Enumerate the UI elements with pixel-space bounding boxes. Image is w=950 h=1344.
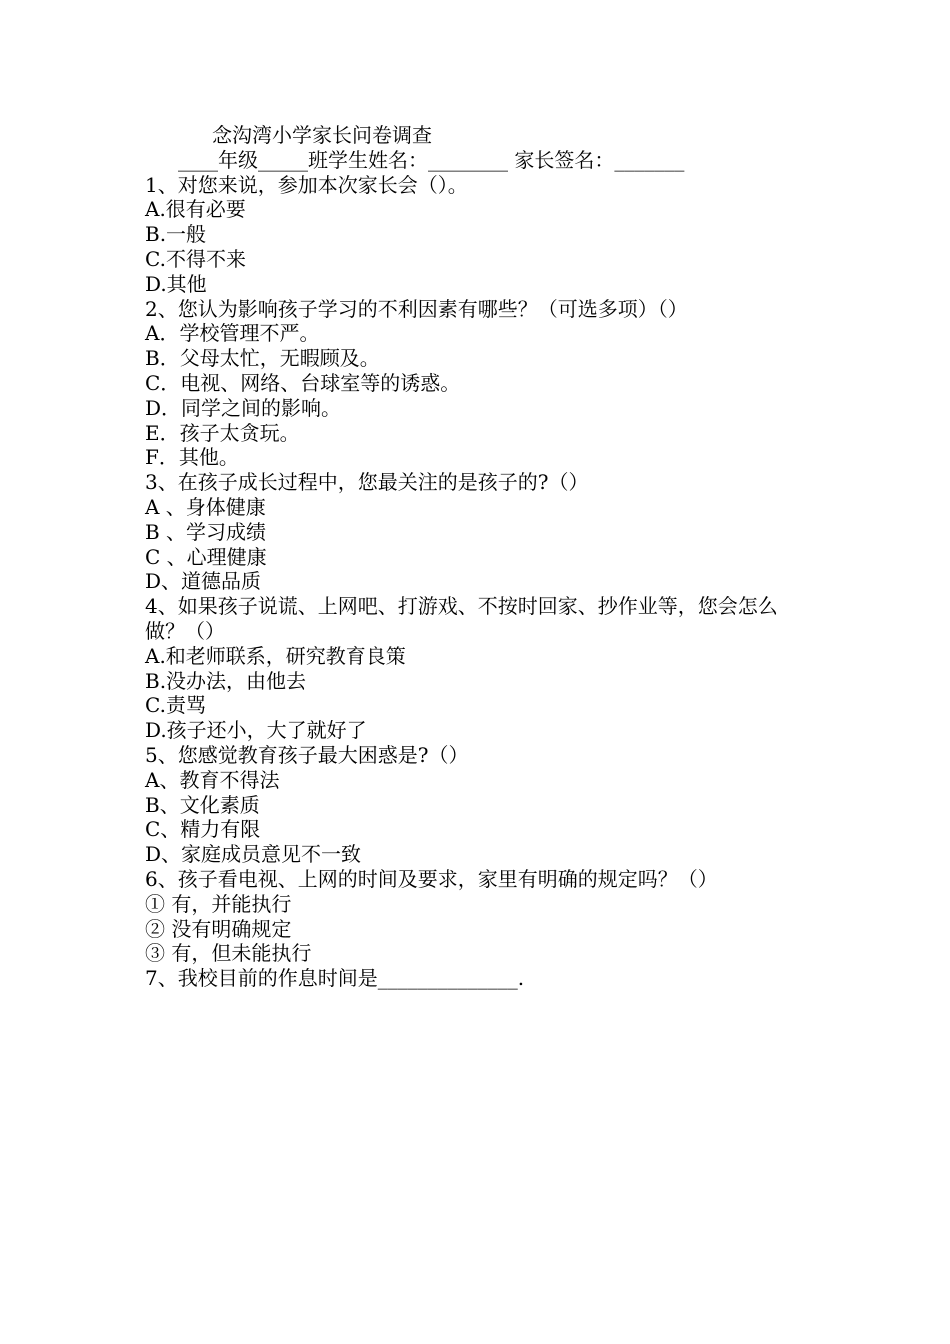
question-6-option-2: ② 没有明确规定 [145,916,292,941]
question-2-option-d: D．同学之间的影响。 [145,395,342,420]
question-1-option-d: D.其他 [145,271,207,296]
question-4-option-b: B.没办法，由他去 [145,668,307,693]
question-4-option-d: D.孩子还小，大了就好了 [145,718,367,743]
question-3-option-d: D、道德品质 [145,569,262,594]
question-3-option-a: A 、身体健康 [145,494,266,519]
question-5-text: 5、您感觉教育孩子最大困惑是?（） [145,742,469,767]
question-2-option-a: A．学校管理不严。 [145,321,320,346]
question-2-option-c: C．电视、网络、台球室等的诱惑。 [145,370,461,395]
question-6-text: 6、孩子看电视、上网的时间及要求，家里有明确的规定吗？（） [145,866,718,891]
question-6-option-3: ③ 有，但未能执行 [145,941,312,966]
question-6-option-1: ① 有，并能执行 [145,891,292,916]
question-3-option-b: B 、学习成绩 [145,519,267,544]
question-1-option-a: A.很有必要 [145,197,246,222]
question-5-option-b: B、文化素质 [145,792,260,817]
question-4-option-a: A.和老师联系，研究教育良策 [145,643,406,668]
question-5-option-c: C、精力有限 [145,817,261,842]
question-1-option-c: C.不得不来 [145,246,246,271]
question-5-option-d: D、家庭成员意见不一致 [145,842,362,867]
question-1-text: 1、对您来说，参加本次家长会（）。 [145,172,468,197]
document-title: 念沟湾小学家长问卷调查 [212,123,432,147]
question-4-text: 4、如果孩子说谎、上网吧、打游戏、不按时回家、抄作业等，您会怎么做？（） [145,594,778,643]
document-body [145,123,825,991]
student-parent-info-line: ____年级_____班学生姓名：________ 家长签名：_______ [178,147,685,172]
question-4-option-c: C.责骂 [145,693,206,718]
question-3-option-c: C 、心理健康 [145,544,267,569]
question-2-option-b: B．父母太忙，无暇顾及。 [145,346,380,371]
question-1-option-b: B.一般 [145,222,207,247]
question-3-text: 3、在孩子成长过程中，您最关注的是孩子的?（） [145,470,589,495]
question-7-text: 7、我校目前的作息时间是______________. [145,966,525,991]
question-2-option-f: F．其他。 [145,445,239,470]
question-2-option-e: E．孩子太贪玩。 [145,420,300,445]
question-5-option-a: A、教育不得法 [145,767,280,792]
question-2-text: 2、您认为影响孩子学习的不利因素有哪些？（可选多项）（） [145,296,688,321]
